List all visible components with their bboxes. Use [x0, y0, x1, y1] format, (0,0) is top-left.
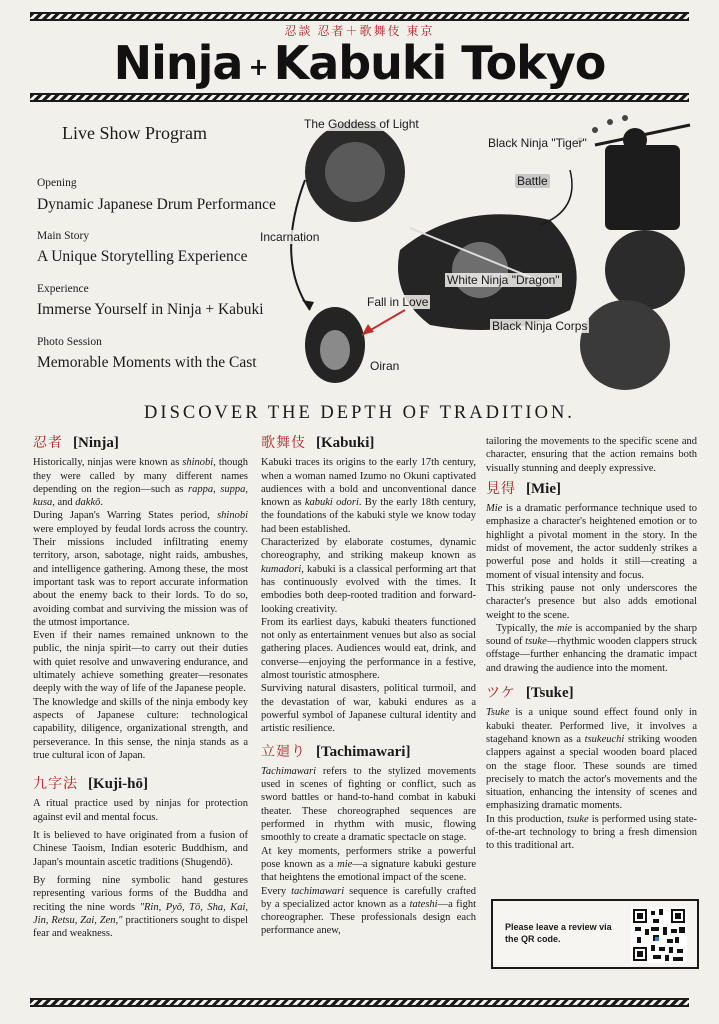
- label-battle: Battle: [517, 174, 548, 188]
- tachimawari-paragraph-1: Tachimawari refers to the stylized movements used in scenes of fighting or conflict, such as sword battles or hand-to-hand combat in kabuki theater. These choreographed sequences are performed in rhythm with music, flowing smoothly to create a dramatic spectacle on stage.: [261, 765, 476, 844]
- section-heading-ninja: [33, 437, 248, 450]
- program-category-experience: Experience: [37, 283, 89, 295]
- kujiho-paragraph-1: A ritual practice used by ninjas for protection against evil and mental focus.: [33, 798, 248, 823]
- japanese-subtitle: 忍談 忍者＋歌舞伎 東京: [284, 24, 435, 38]
- title-kabuki-tokyo: Kabuki Tokyo: [273, 36, 606, 90]
- page-title: [0, 36, 719, 90]
- label-white-ninja-dragon: White Ninja "Dragon": [447, 273, 560, 287]
- program-value-photo-session: Memorable Moments with the Cast: [37, 354, 257, 371]
- diagram-artwork: [250, 110, 710, 400]
- label-incarnation: Incarnation: [260, 230, 320, 244]
- column-ninja: [33, 435, 248, 940]
- tsuke-paragraph-1: Tsuke is a unique sound effect found only in kabuki theater. Performed live, it involves a stagehand known as a tsukeuchi striking wooden clappers against a special wooden board placed on the stage floor. These sounds are timed precisely to match the actor's movements and the situation, enhancing the intensity of scenes and emphasizing dramatic moments.: [486, 707, 697, 812]
- heading-en-tsuke: [Tsuke]: [525, 685, 574, 702]
- program-value-main-story: A Unique Storytelling Experience: [37, 248, 248, 265]
- kabuki-paragraph-2: Characterized by elaborate costumes, dynamic choreography, and striking makeup known as kumadori, kabuki is a classical performing art that has continuously evolved with the times. It embodies both deep-rooted tradition and forward-looking creativity.: [261, 537, 476, 615]
- qr-code-icon[interactable]: [631, 907, 687, 963]
- tsuke-paragraph-2: In this production, tsuke is performed using state-of-the-art technology to bring a fresh dimension to this traditional art.: [486, 813, 697, 852]
- program-category-main-story: Main Story: [37, 230, 90, 242]
- label-oiran: Oiran: [370, 359, 400, 373]
- goddess-halo: [325, 142, 385, 202]
- review-text: Please leave a review via the QR code.: [505, 922, 612, 944]
- black-ninja-corps-bottom: [580, 300, 670, 390]
- program-value-experience: Immerse Yourself in Ninja + Kabuki: [37, 301, 264, 318]
- section-heading-tsuke: [486, 687, 697, 700]
- top-border-strip: [30, 12, 689, 21]
- program-category-opening: Opening: [37, 177, 77, 189]
- dot-pattern: [592, 127, 598, 133]
- section-heading-kabuki: [261, 437, 476, 450]
- discover-heading: DISCOVER THE DEPTH OF TRADITION.: [144, 403, 575, 423]
- tachimawari-continued: tailoring the movements to the specific scene and character, ensuring that the action remains both visually stunning and deeply expressive.: [486, 436, 697, 474]
- heading-jp-mie: 見得: [486, 481, 516, 497]
- tiger-ninja-figure: [605, 145, 680, 230]
- label-black-ninja-corps: Black Ninja Corps: [492, 319, 588, 333]
- title-plus: +: [248, 52, 268, 81]
- character-diagram: [250, 110, 710, 400]
- incarnation-arrow: [291, 180, 310, 310]
- kujiho-paragraph-2: It is believed to have originated from a fusion of Chinese Taoism, Indian esoteric Buddhism, and Japan's mountain ascetic traditions (Shugendō).: [33, 830, 248, 868]
- mie-paragraph-2: This striking pause not only underscores the character's presence but also adds emotional weight to the scene.: [486, 582, 697, 621]
- tachimawari-paragraph-3: Every tachimawari sequence is carefully crafted by a specialized actor known as a tateshi—a fight choreographer. These professionals design each performance anew,: [261, 885, 477, 937]
- bottom-border-strip: [30, 998, 689, 1007]
- review-box: [491, 899, 699, 969]
- kabuki-paragraph-3: From its earliest days, kabuki theaters functioned not only as entertainment venues but also as social gathering places. Audiences would eat, drink, and converse—enjoying the performance in a festive, almost touristic atmosphere.: [261, 616, 476, 682]
- heading-en-ninja: [Ninja]: [73, 435, 119, 451]
- heading-en-kabuki: [Kabuki]: [316, 435, 375, 451]
- tiger-ninja-head: [623, 128, 647, 152]
- program-category-photo-session: Photo Session: [37, 336, 102, 348]
- section-heading-kujiho: [33, 778, 248, 791]
- kabuki-paragraph-4: Surviving natural disasters, political turmoil, and the devastation of war, kabuki endures as a powerful symbol of Japanese cultural identity and artistic resilience.: [261, 683, 476, 735]
- program-value-opening: Dynamic Japanese Drum Performance: [37, 196, 276, 213]
- heading-jp-tachimawari: 立廻り: [261, 744, 306, 760]
- ninja-paragraph-2: During Japan's Warring States period, shinobi were employed by feudal lords across the country. Their missions included infiltrating enemy territory, arson, sabotage, night raids, ambushes, and intelligence gathering. Among these, the most important task was to report accurate information about the enemy back to their lords. To do so, avoiding combat and surviving the mission was of the utmost importance.: [33, 510, 248, 628]
- program-title: Live Show Program: [62, 123, 207, 143]
- tachimawari-paragraph-2: At key moments, performers strike a powerful pose known as a mie—a signature kabuki gesture that heightens the emotional impact of the scene.: [261, 845, 476, 884]
- heading-jp-tsuke: ツケ: [486, 686, 516, 702]
- ninja-paragraph-3: Even if their names remained unknown to the public, the ninja spirit—to carry out their duties with quiet resolve and unwavering endurance, and ultimately achieve something greater—resonates deeply with the way of life of the Japanese people.: [33, 630, 248, 695]
- oiran-face: [320, 330, 350, 370]
- column-mie-tsuke: [486, 435, 697, 853]
- dot-pattern: [622, 115, 628, 121]
- heading-jp-ninja: 忍者: [33, 436, 63, 451]
- label-goddess-of-light: The Goddess of Light: [304, 117, 419, 131]
- mie-paragraph-3: Typically, the mie is accompanied by the sharp sound of tsuke—rhythmic wooden clappers struck offstage—further enhancing the dramatic impact and drawing the audience into the moment.: [486, 622, 697, 674]
- label-black-ninja-tiger: Black Ninja "Tiger": [488, 136, 587, 150]
- heading-en-kujiho: [Kuji-hō]: [88, 776, 148, 793]
- heading-jp-kabuki: 歌舞伎: [261, 436, 306, 451]
- dragon-ninja-figure: [452, 242, 508, 298]
- heading-en-tachimawari: [Tachimawari]: [316, 743, 411, 760]
- ninja-paragraph-1: Historically, ninjas were known as shinobi, though they were called by many different names depending on the region—such as rappa, suppa, kusa, and dakkō.: [33, 457, 249, 509]
- column-kabuki: [261, 435, 476, 938]
- section-heading-mie: [486, 480, 697, 497]
- ninja-paragraph-4: The knowledge and skills of the ninja embody key aspects of Japanese culture: technological capability, diligence, organizational strength, and perseverance. In this sense, the ninja stands as a true cultural icon of Japan.: [33, 696, 248, 761]
- kujiho-paragraph-3: By forming nine symbolic hand gestures representing various forms of the Buddha and reciting the nine words "Rin, Pyō, Tō, Sha, Kai, Jin, Retsu, Zai, Zen," practitioners sought to dispel fear and weakness.: [33, 874, 249, 940]
- section-heading-tachimawari: [261, 743, 476, 760]
- black-ninja-corps-top: [605, 230, 685, 310]
- heading-jp-kujiho: 九字法: [33, 777, 78, 793]
- title-ninja: Ninja: [113, 36, 243, 90]
- mie-paragraph-1: Mie is a dramatic performance technique used to emphasize a character's heightened emotion or to highlight a pivotal moment in the story. In the midst of movement, the actor suddenly strikes a powerful pose and holds it still—creating a moment of visual intensity and focus.: [486, 503, 697, 581]
- heading-en-mie: [Mie]: [526, 480, 561, 497]
- label-fall-in-love: Fall in Love: [367, 295, 429, 309]
- dot-pattern: [607, 119, 613, 125]
- title-underline-strip: [30, 93, 689, 102]
- kabuki-paragraph-1: Kabuki traces its origins to the early 17th century, when a woman named Izumo no Okuni captivated audiences with a bold and unconventional dance known as kabuki odori. By the early 18th century, the foundations of the kabuki style we know today had been established.: [261, 457, 476, 535]
